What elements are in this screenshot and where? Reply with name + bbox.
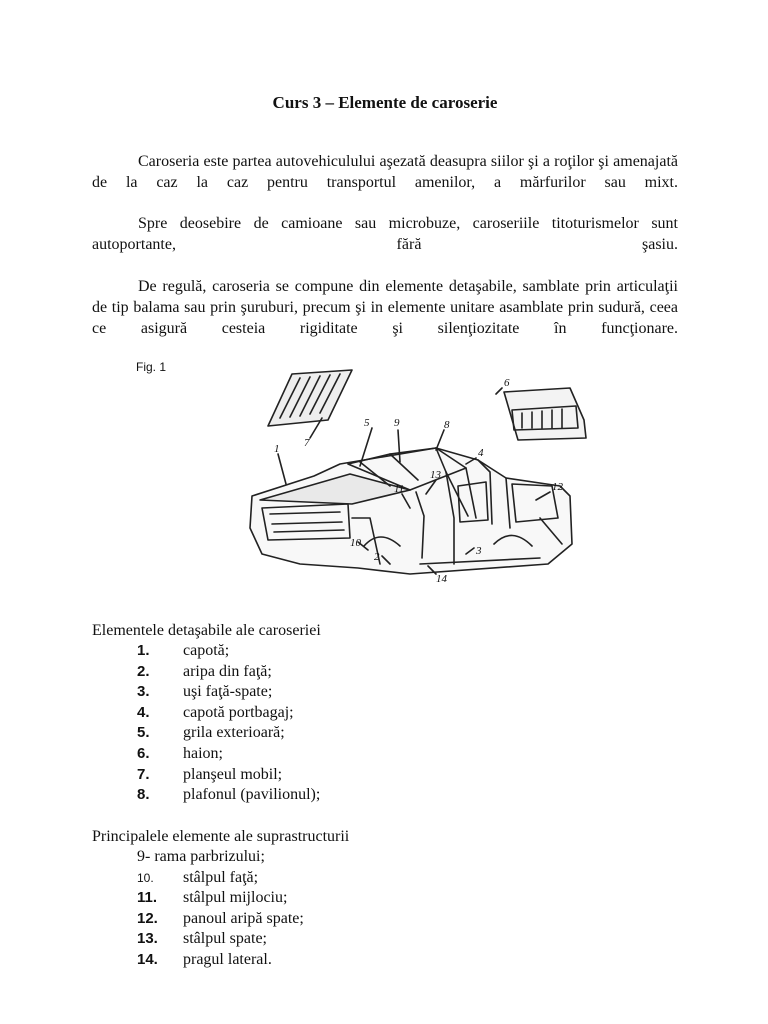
item-number: 10. [137, 870, 154, 885]
figure-caption: Fig. 1 [136, 360, 167, 374]
item-number: 14. [137, 950, 158, 968]
callout-8: 8 [444, 419, 450, 431]
item-text: planşeul mobil; [183, 765, 283, 783]
item-number: 11. [137, 889, 158, 907]
callout-2: 2 [374, 551, 380, 563]
callout-7: 7 [304, 437, 310, 449]
callout-13: 13 [430, 469, 441, 481]
car-body-diagram [240, 368, 620, 586]
item-text: plafonul (pavilionul); [183, 786, 321, 804]
item-text: stâlpul faţă; [183, 868, 259, 886]
section-title-detachable: Elementele detaşabile ale caroseriei [92, 622, 321, 639]
item-text: uşi faţă-spate; [183, 683, 273, 701]
item-text: panoul aripă spate; [183, 909, 304, 927]
callout-11: 11 [394, 483, 405, 495]
item-number: 4. [137, 703, 150, 721]
item-text: stâlpul spate; [183, 930, 267, 948]
page-title: Curs 3 – Elemente de caroserie [272, 93, 498, 112]
item-number: 6. [137, 744, 150, 762]
item-number: 1. [137, 642, 150, 659]
item-text: grila exterioară; [183, 724, 285, 742]
item-number: 3. [137, 683, 150, 701]
item-text: stâlpul mijlociu; [183, 889, 288, 907]
callout-9: 9 [394, 417, 400, 429]
callout-6: 6 [504, 377, 510, 389]
section-title-superstructure: Principalele elemente ale suprastructurii [92, 828, 350, 845]
item-text: pragul lateral. [183, 950, 272, 968]
item-text: haion; [183, 744, 223, 762]
paragraph-2: Spre deosebire de camioane sau microbuze, caroseriile titoturismelor sunt autoportante, fără şasiu. [92, 215, 678, 253]
item-text: capotă; [183, 642, 230, 659]
item-number: 2. [137, 662, 150, 680]
callout-10: 10 [350, 537, 361, 549]
item-number: 8. [137, 786, 150, 804]
paragraph-3: De regulă, caroseria se compune din elemente detaşabile, samblate prin articulaţii de tip balama sau prin şuruburi, precum şi in elemente unitare asamblate prin sudură, ceea ce asigură cesteia rigiditate şi silenţiozitate în funcţionare. [92, 278, 678, 337]
callout-3: 3 [476, 545, 482, 557]
car-shell-drawing [250, 448, 572, 574]
callout-5: 5 [364, 417, 370, 429]
callout-14: 14 [436, 573, 447, 585]
paragraph-1: Caroseria este partea autovehiculului aşezată deasupra siilor şi a roţilor şi amenajată de la caz la caz pentru transportul amenilor, a mărfurilor sau mixt. [92, 153, 678, 191]
tailgate-drawing [504, 388, 586, 440]
callout-1: 1 [274, 443, 280, 455]
callout-4: 4 [478, 447, 484, 459]
item-text: capotă portbagaj; [183, 703, 294, 721]
item-number: 7. [137, 765, 150, 783]
item-number: 12. [137, 909, 158, 927]
item-text: 9- rama parbrizului; [137, 848, 265, 865]
item-text: aripa din faţă; [183, 662, 272, 680]
roof-panel-drawing [268, 370, 352, 426]
item-number: 13. [137, 930, 158, 948]
item-number: 5. [137, 724, 150, 742]
callout-12: 12 [552, 481, 563, 493]
